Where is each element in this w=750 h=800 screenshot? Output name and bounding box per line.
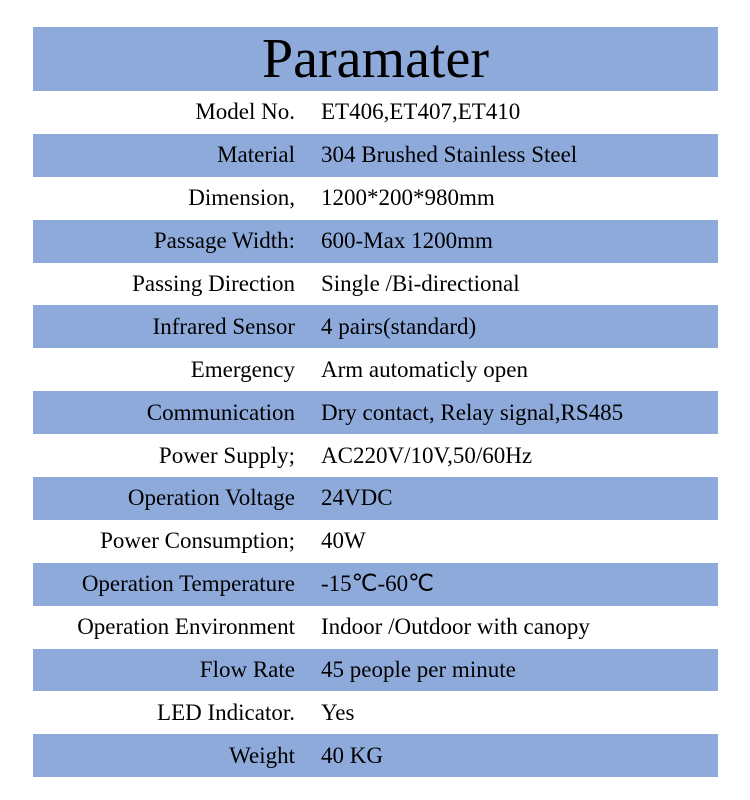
row-label: Dimension, (188, 185, 295, 211)
row-value: AC220V/10V,50/60Hz (321, 442, 533, 468)
row-label: Passing Direction (132, 271, 295, 296)
row-label: Passage Width: (153, 228, 295, 254)
row-value: ET406,ET407,ET410 (321, 99, 521, 125)
row-label: LED Indicator. (157, 699, 295, 725)
row-label: Operation Temperature (81, 571, 295, 597)
row-label: Model No. (195, 99, 295, 125)
row-label: Power Supply; (158, 442, 295, 468)
row-value: 1200*200*980mm (321, 185, 495, 211)
table-row (33, 348, 718, 391)
row-label: Operation Voltage (127, 485, 295, 511)
row-label: Weight (229, 742, 295, 768)
row-label: Infrared Sensor (152, 313, 295, 339)
row-label: Power Consumption; (100, 528, 295, 554)
row-value: Arm automaticly open (321, 356, 528, 382)
row-value: 45 people per minute (321, 657, 516, 683)
row-label: Operation Environment (77, 614, 295, 640)
row-label: Material (217, 142, 295, 168)
table-row (33, 91, 718, 134)
table-row (33, 391, 718, 434)
table-row (33, 177, 718, 220)
parameter-table (33, 27, 718, 777)
row-value: 600-Max 1200mm (321, 228, 493, 254)
table-row (33, 606, 718, 649)
row-value: 40W (321, 528, 366, 554)
table-row (33, 220, 718, 263)
row-value: Indoor /Outdoor with canopy (321, 614, 590, 640)
table-row (33, 734, 718, 777)
row-value: Single /Bi-directional (321, 271, 520, 296)
row-value: 40 KG (321, 742, 383, 768)
row-label: Emergency (190, 356, 295, 382)
row-value: Dry contact, Relay signal,RS485 (321, 399, 624, 425)
table-row (33, 563, 718, 606)
row-value: Yes (321, 699, 355, 725)
row-value: 304 Brushed Stainless Steel (321, 142, 578, 168)
table-row (33, 434, 718, 477)
table-row (33, 691, 718, 734)
table-row (33, 520, 718, 563)
table-row (33, 649, 718, 692)
table-body (33, 91, 718, 777)
row-label: Communication (146, 399, 295, 425)
row-label: Flow Rate (199, 657, 295, 683)
table-title: Paramater (33, 27, 718, 91)
row-value: 24VDC (321, 485, 393, 511)
row-value: 4 pairs(standard) (321, 313, 477, 339)
table-row (33, 305, 718, 348)
table-row (33, 477, 718, 520)
table-row (33, 263, 718, 306)
table-row (33, 134, 718, 177)
row-value: -15℃-60℃ (321, 571, 434, 597)
